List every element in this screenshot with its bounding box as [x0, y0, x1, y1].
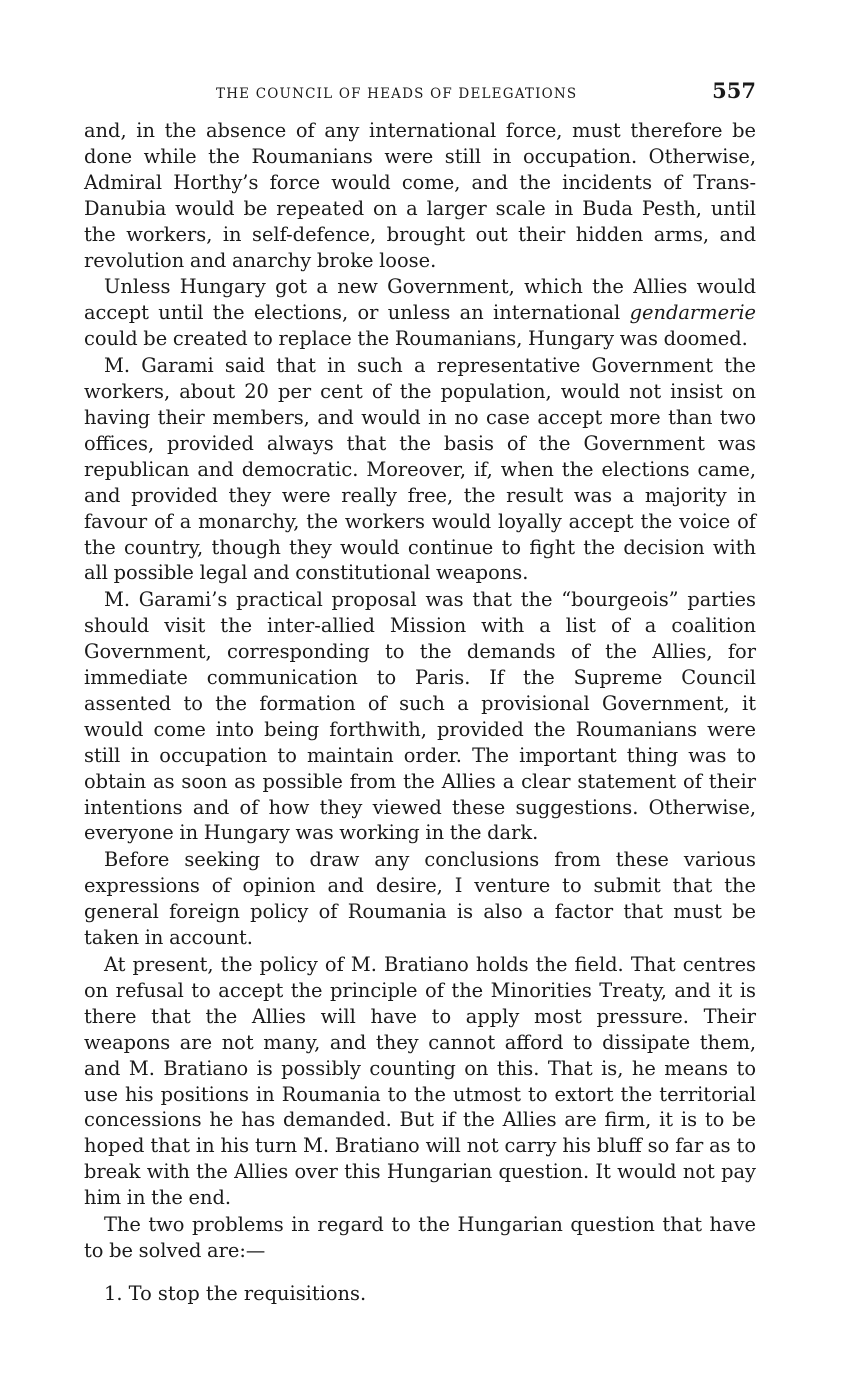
page-header	[84, 78, 756, 108]
paragraph-2	[84, 274, 756, 352]
paragraph-6: At present, the policy of M. Bratiano holds the field. That centres on refusal to accept the principle of the Minorities Treaty, and it is there that the Allies will have to apply most pressure. Their weapons are not many, and they cannot afford to dissipate them, and M. Bratiano is possibly counting on this. That is, he means to use his positions in Roumania to the utmost to extort the territorial concessions he has demanded. But if the Allies are firm, it is to be hoped that in his turn M. Bratiano will not carry his bluff so far as to break with the Allies over this Hungarian question. It would not pay him in the end.	[84, 953, 756, 1210]
paragraph-2-italic-term: gendarmerie	[629, 301, 756, 325]
paragraph-7: The two problems in regard to the Hungarian question that have to be solved are:—	[84, 1213, 756, 1262]
page-number: 557	[712, 78, 756, 103]
paragraph-3: M. Garami said that in such a representative Government the workers, about 20 per cent of the population, would not insist on having their members, and would in no case accept more than two offices, provided always that the basis of the Government was republican and democratic. Moreover, if, when the elections came, and provided they were really free, the result was a majority in favour of a monarchy, the workers would loyally accept the voice of the country, though they would continue to fight the decision with all possible legal and constitutional weapons.	[84, 354, 756, 585]
paragraph-2-text-end: could be created to replace the Roumanians, Hungary was doomed.	[84, 327, 748, 351]
list-item-1: 1. To stop the requisitions.	[104, 1281, 367, 1305]
document-page	[84, 78, 756, 1307]
paragraph-5: Before seeking to draw any conclusions from these various expressions of opinion and desire, I venture to submit that the general foreign policy of Roumania is also a factor that must be taken in account.	[84, 848, 756, 950]
paragraph-4: M. Garami’s practical proposal was that the “bourgeois” parties should visit the inter-allied Mission with a list of a coalition Government, corresponding to the demands of the Allies, for immediate communication to Paris. If the Supreme Council assented to the formation of such a provisional Government, it would come into being forthwith, provided the Roumanians were still in occupation to maintain order. The important thing was to obtain as soon as possible from the Allies a clear statement of their intentions and of how they viewed these suggestions. Otherwise, everyone in Hungary was working in the dark.	[84, 588, 756, 845]
running-head: THE COUNCIL OF HEADS OF DELEGATIONS	[216, 86, 578, 102]
paragraph-1: and, in the absence of any international force, must therefore be done while the Roumanians were still in occupation. Otherwise, Admiral Horthy’s force would come, and the incidents of Trans-Danubia would be repeated on a larger scale in Buda Pesth, until the workers, in self-defence, brought out their hidden arms, and revolution and anarchy broke loose.	[84, 119, 756, 272]
paragraph-2-text-start: Unless Hungary got a new Government, which the Allies would accept until the elections, or unless an international	[84, 275, 756, 325]
